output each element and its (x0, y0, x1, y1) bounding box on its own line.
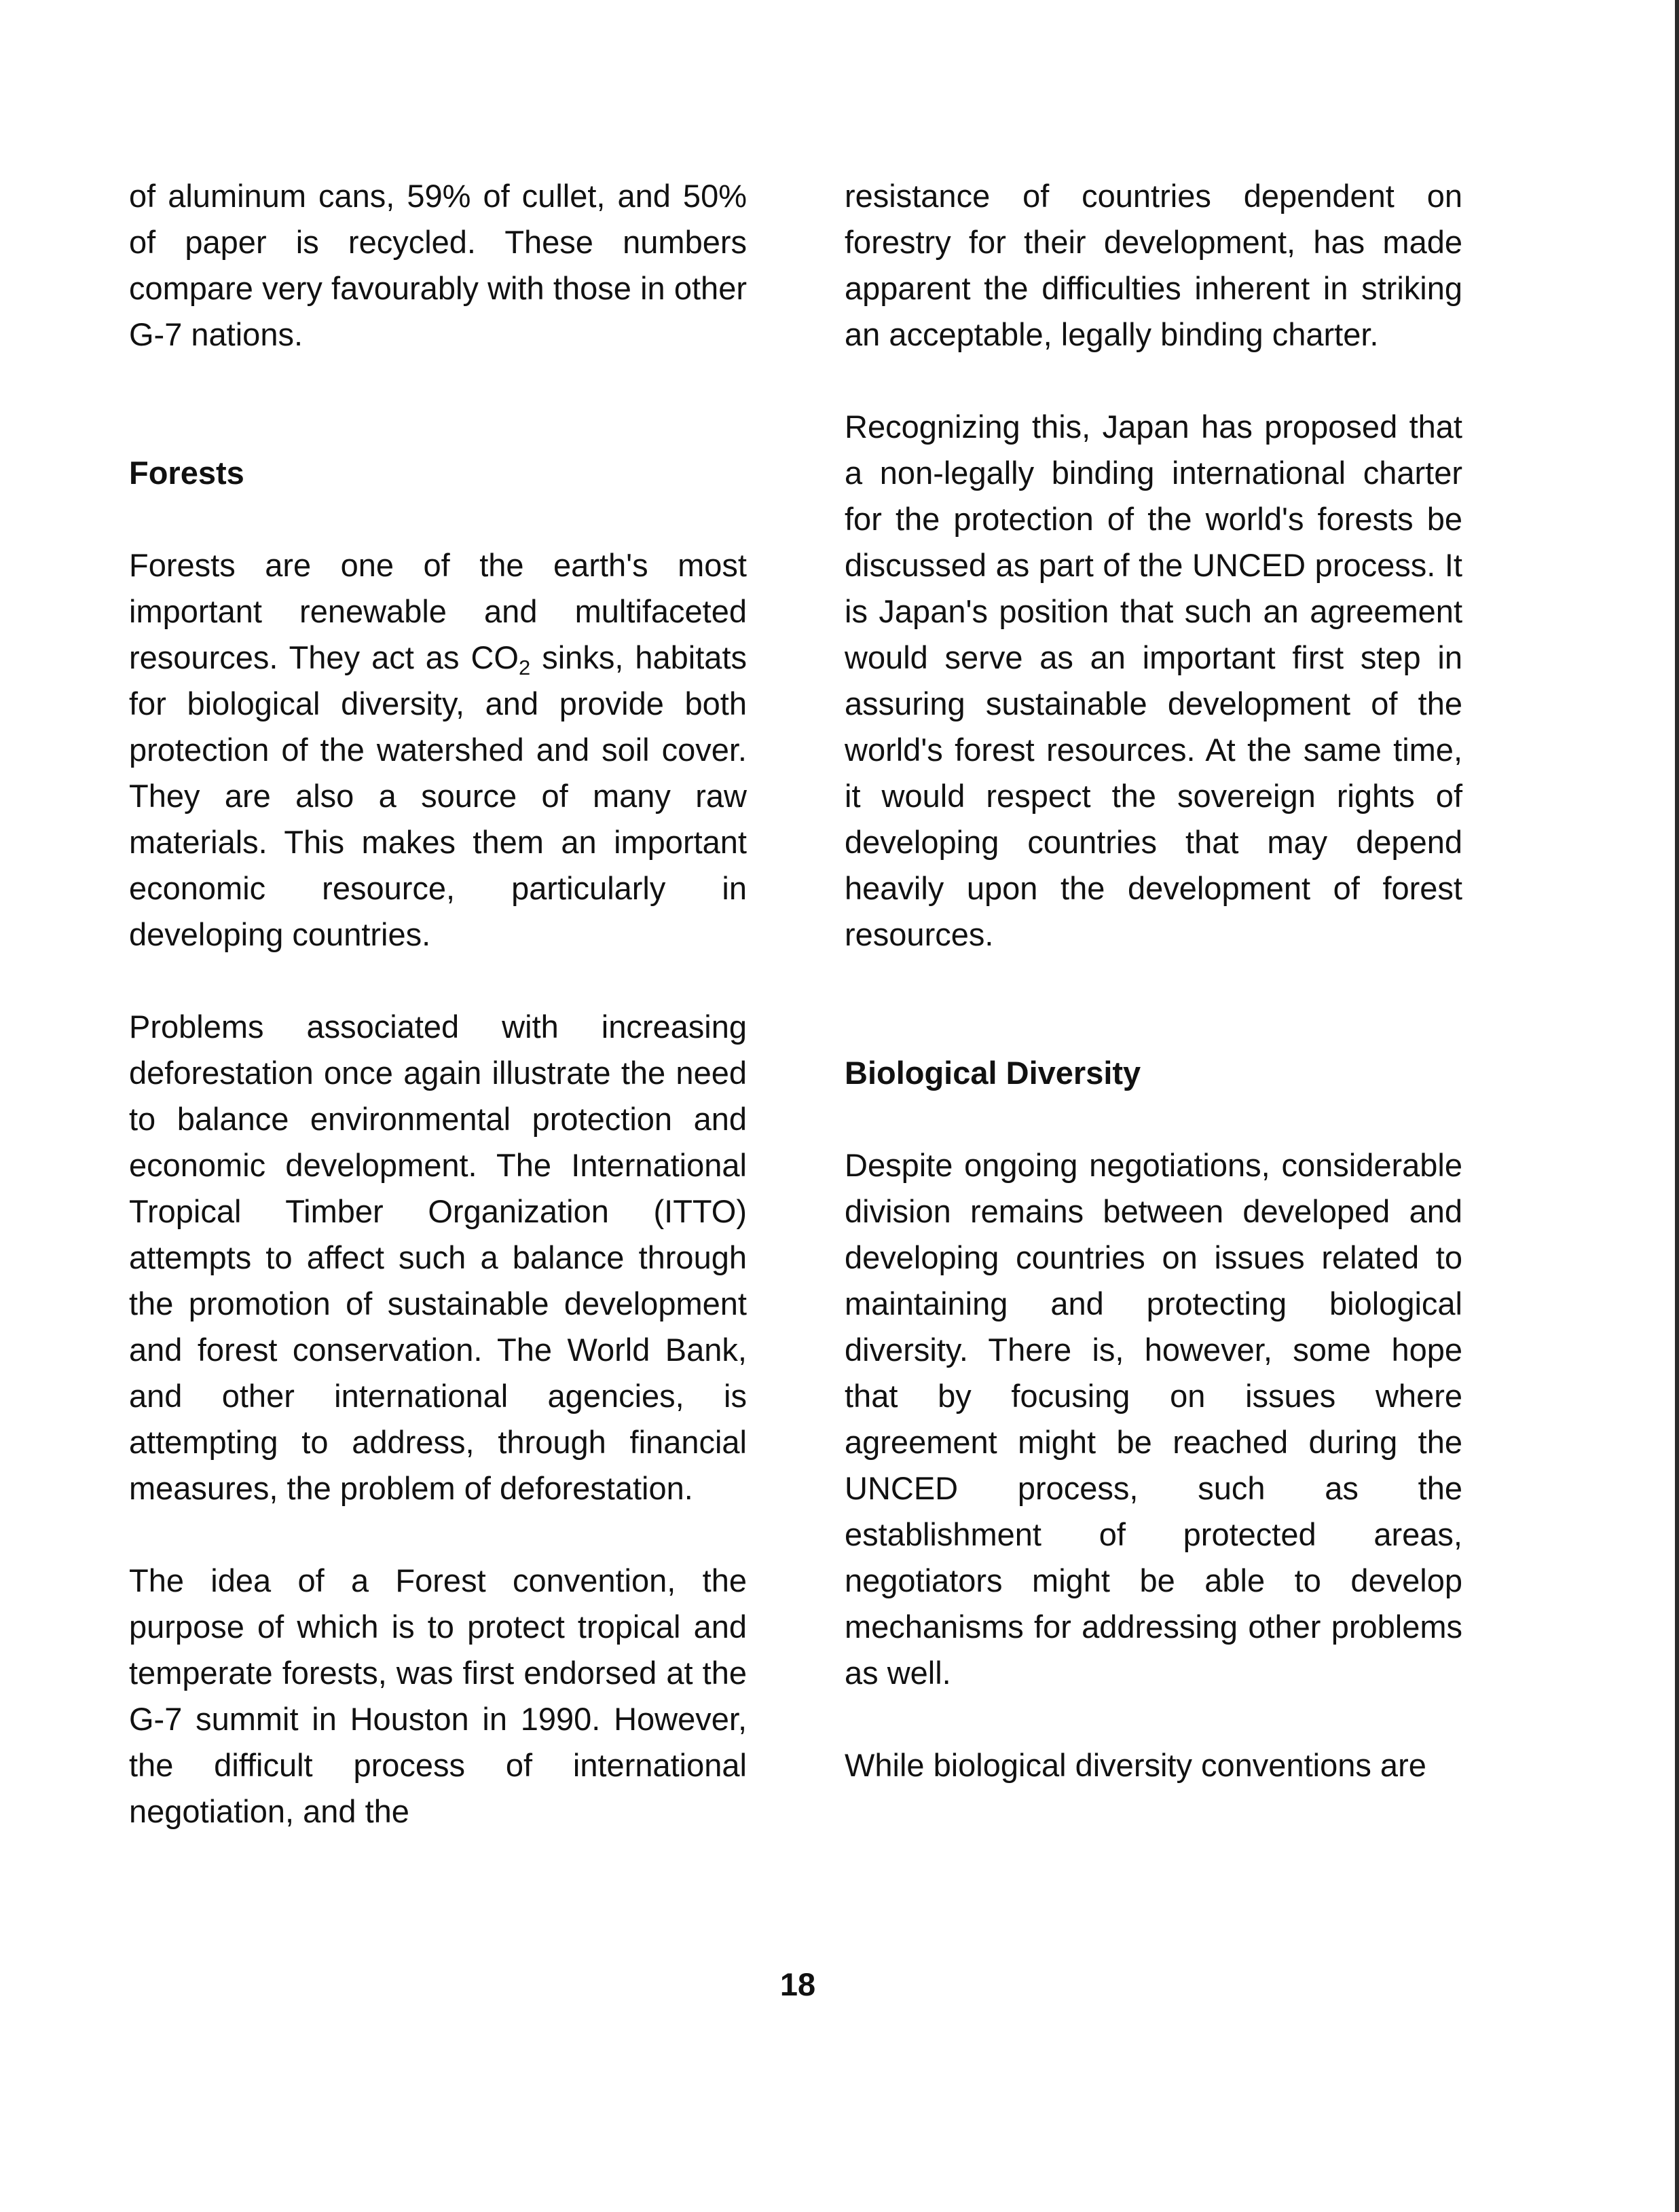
spacer (129, 1512, 747, 1558)
spacer (129, 358, 747, 450)
spacer (845, 958, 1462, 1050)
spacer (845, 1696, 1462, 1742)
page-number: 18 (779, 1966, 816, 2002)
co2-subscript: 2 (518, 656, 531, 679)
forests-intro-text-end: sinks, habitats for biological diversity, and provide both protection of the watershed and soil cover. They are also a source of many raw materials. This makes them an important economic resource, particularly in developing countries. (129, 639, 748, 952)
spacer (845, 358, 1462, 404)
deforestation-paragraph: Problems associated with increasing deforestation once again illustrate the need to balance environmental protection and economic development. The International Tropical Timber Organization (ITTO) attempts to affect such a balance through the promotion of sustainable development and forest conservation. The World Bank, and other international agencies, is attempting to address, through financial measures, the problem of deforestation. (129, 1009, 747, 1506)
left-column (129, 173, 747, 1835)
forests-intro-paragraph (129, 542, 747, 958)
page-edge-border (1675, 0, 1679, 2212)
forests-intro-text-start: Forests are one of the earth's most important renewable and multifaceted resources. They act as CO (129, 547, 747, 675)
biodiversity-negotiations-paragraph: Despite ongoing negotiations, considerable division remains between developed and developing countries on issues related to maintaining and protecting biological diversity. There is, however, some hope that by focusing on issues where agreement might be reached during the UNCED process, such as the establishment of protected areas, negotiators might be able to develop mechanisms for addressing other problems as well. (845, 1147, 1462, 1691)
spacer (129, 958, 747, 1004)
recycling-paragraph-end: of aluminum cans, 59% of cullet, and 50% of paper is recycled. These numbers compare very favourably with those in other G-7 nations. (129, 178, 747, 352)
forests-heading: Forests (129, 455, 244, 491)
japan-proposal-paragraph: Recognizing this, Japan has proposed that a non-legally binding international charter for the protection of the world's forests be discussed as part of the UNCED process. It is Japan's position that such an agreement would serve as an important first step in assuring sustainable development of the world's forest resources. At the same time, it would respect the sovereign rights of developing countries that may depend heavily upon the development of forest resources. (845, 409, 1462, 952)
biological-diversity-heading: Biological Diversity (845, 1055, 1141, 1091)
resistance-paragraph: resistance of countries dependent on forestry for their development, has made apparent the difficulties inherent in striking an acceptable, legally binding charter. (845, 178, 1462, 352)
spacer (845, 1096, 1462, 1142)
spacer (129, 496, 747, 542)
biodiversity-conventions-paragraph: While biological diversity conventions are (845, 1747, 1426, 1783)
forest-convention-paragraph: The idea of a Forest convention, the purpose of which is to protect tropical and temperate forests, was first endorsed at the G-7 summit in Houston in 1990. However, the difficult process of international negotiation, and the (129, 1562, 747, 1829)
right-column (845, 173, 1462, 1788)
